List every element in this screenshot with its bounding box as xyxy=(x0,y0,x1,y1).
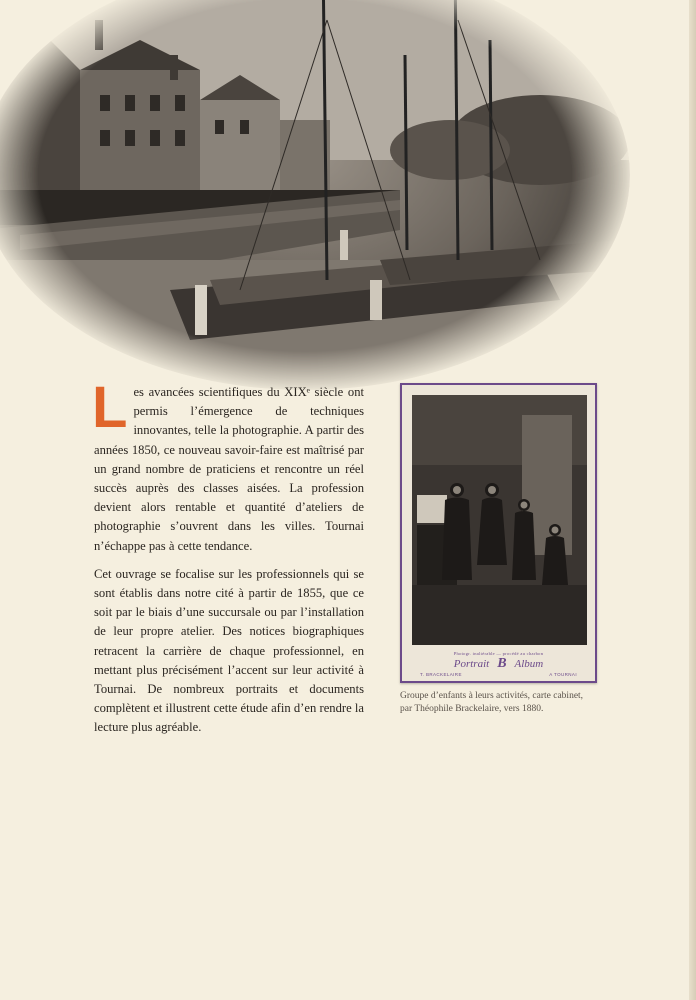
page-edge xyxy=(689,0,696,1000)
studio-monogram: B xyxy=(497,656,507,671)
harbour-photograph xyxy=(0,0,630,390)
studio-word-left: Portrait xyxy=(453,658,490,670)
studio-imprint xyxy=(402,651,595,677)
intro-text xyxy=(92,375,364,747)
studio-names xyxy=(402,672,595,677)
studio-photographer: T. BRACKELAIRE xyxy=(420,672,462,677)
children-portrait-illustration xyxy=(412,395,587,645)
photo-caption xyxy=(400,690,610,716)
cabinet-card xyxy=(400,383,597,683)
intro-paragraph-2: Cet ouvrage se focalise sur les professionnels qui se sont établis dans notre cité à partir de 1855, que ce soit par le biais d’une succursale ou par l’installation de leur propre atelier. Des notices biographiques retracent la carrière de chaque professionnel, en mettant plus précisément l’accent sur leur activité à Tournai. De nombreux portraits et documents complètent et illustrent cette étude afin d’en rendre la lecture plus agréable. xyxy=(94,566,364,735)
harbour-illustration xyxy=(0,0,630,390)
studio-city: A TOURNAI xyxy=(549,672,577,677)
intro-paragraph-1 xyxy=(92,375,364,556)
studio-mark xyxy=(402,656,595,672)
studio-process-line: Photogr. inaltérable — procédé au charbon xyxy=(453,651,544,656)
studio-word-right: Album xyxy=(514,658,544,670)
caption-line-1: Groupe d’enfants à leurs activités, carte cabinet, xyxy=(400,691,584,701)
drop-cap: L xyxy=(92,375,128,440)
caption-line-2: par Théophile Brackelaire, vers 1880. xyxy=(400,704,544,714)
children-portrait-photo xyxy=(412,395,587,645)
intro-paragraph-1-text: es avancées scientifiques du XIXᵉ siècle ont permis l’émergence de techniques innovantes, telle la photographie. A partir des années 1850, ce nouveau savoir-faire est maîtrisé par un grand nombre de praticiens et rencontre un réel succès auprès des classes aisées. La profession devient alors rentable et quantité d’ateliers de photographie s’ouvrent dans les villes. Tournai n’échappe pas à cette tendance. xyxy=(94,385,364,553)
